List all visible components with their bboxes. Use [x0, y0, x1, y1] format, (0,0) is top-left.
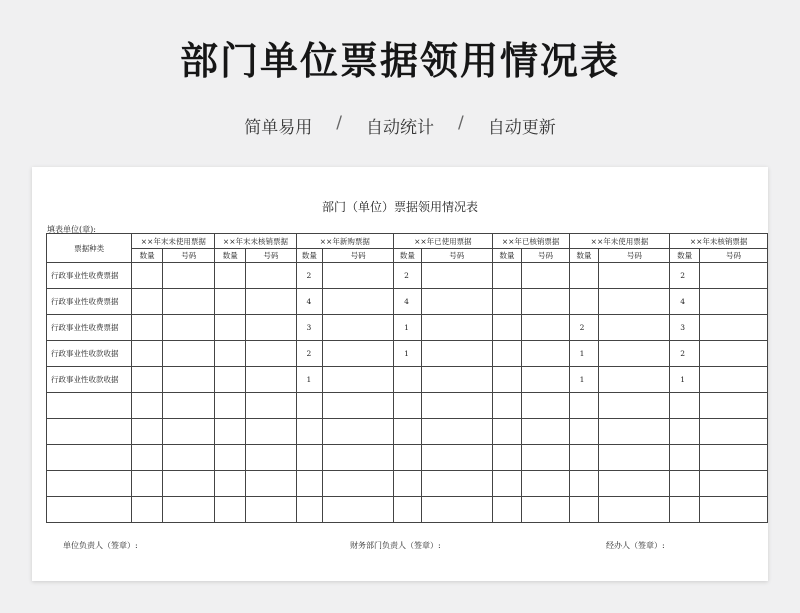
sub-header-row: [47, 249, 768, 263]
number-cell: [599, 445, 670, 471]
number-cell: [599, 341, 670, 367]
number-cell: [522, 341, 569, 367]
number-cell: [700, 315, 768, 341]
qty-cell: [296, 445, 323, 471]
number-cell: [246, 445, 296, 471]
qty-cell: 2: [394, 263, 422, 289]
number-cell: [163, 445, 215, 471]
qty-cell: [492, 419, 522, 445]
qty-cell: [296, 471, 323, 497]
qty-cell: 4: [394, 289, 422, 315]
qty-header: 数量: [215, 249, 246, 263]
qty-cell: [394, 419, 422, 445]
number-cell: [323, 263, 394, 289]
qty-cell: [569, 263, 599, 289]
unit-head-signature: 单位负责人（签章）:: [63, 541, 138, 550]
qty-cell: [492, 263, 522, 289]
number-cell: [522, 367, 569, 393]
ticket-type-cell: [47, 445, 132, 471]
number-header: 号码: [421, 249, 492, 263]
number-cell: [323, 367, 394, 393]
number-cell: [421, 419, 492, 445]
number-cell: [421, 341, 492, 367]
qty-cell: [670, 497, 700, 523]
number-cell: [163, 471, 215, 497]
tagline: [0, 113, 800, 138]
qty-cell: [492, 471, 522, 497]
number-cell: [700, 445, 768, 471]
table-row: [47, 315, 768, 341]
table-row: [47, 419, 768, 445]
number-cell: [700, 341, 768, 367]
qty-cell: [215, 445, 246, 471]
number-cell: [421, 471, 492, 497]
qty-cell: [132, 471, 163, 497]
number-cell: [522, 289, 569, 315]
qty-cell: [492, 367, 522, 393]
qty-cell: [215, 471, 246, 497]
tagline-item-auto-stat: 自动统计: [366, 118, 434, 138]
number-cell: [246, 393, 296, 419]
qty-cell: [492, 393, 522, 419]
number-cell: [246, 263, 296, 289]
qty-cell: [394, 393, 422, 419]
qty-cell: [215, 315, 246, 341]
ticket-type-cell: 行政事业性收费票据: [47, 263, 132, 289]
qty-cell: 1: [394, 315, 422, 341]
qty-cell: [132, 393, 163, 419]
number-cell: [421, 289, 492, 315]
handler-signature: 经办人（签章）:: [606, 541, 665, 550]
group-header: ××年未核销票据: [670, 234, 768, 249]
number-header: 号码: [700, 249, 768, 263]
number-header: 号码: [163, 249, 215, 263]
qty-cell: [394, 445, 422, 471]
qty-cell: 2: [670, 263, 700, 289]
spreadsheet-preview: [32, 167, 768, 581]
qty-cell: [670, 445, 700, 471]
ticket-type-cell: 行政事业性收款收据: [47, 367, 132, 393]
number-cell: [700, 419, 768, 445]
qty-cell: [132, 341, 163, 367]
qty-cell: 1: [394, 341, 422, 367]
fill-unit-label: 填表单位(章):: [47, 225, 96, 234]
qty-header: 数量: [296, 249, 323, 263]
table-row: [47, 341, 768, 367]
number-cell: [700, 471, 768, 497]
qty-cell: 1: [569, 341, 599, 367]
tagline-item-easy: 简单易用: [244, 118, 313, 138]
number-cell: [246, 341, 296, 367]
qty-cell: [394, 497, 422, 523]
number-cell: [163, 289, 215, 315]
qty-cell: 4: [670, 289, 700, 315]
group-header: ××年已使用票据: [394, 234, 493, 249]
qty-cell: [132, 497, 163, 523]
number-cell: [522, 445, 569, 471]
qty-cell: [569, 497, 599, 523]
qty-cell: [569, 289, 599, 315]
number-header: 号码: [323, 249, 394, 263]
qty-cell: [132, 289, 163, 315]
qty-cell: [296, 419, 323, 445]
number-cell: [522, 315, 569, 341]
qty-cell: [492, 315, 522, 341]
qty-cell: 2: [296, 341, 323, 367]
group-header: ××年末未核销票据: [215, 234, 296, 249]
number-cell: [163, 263, 215, 289]
number-cell: [246, 419, 296, 445]
number-cell: [522, 497, 569, 523]
qty-cell: [670, 419, 700, 445]
qty-cell: 2: [569, 315, 599, 341]
number-cell: [599, 393, 670, 419]
qty-cell: 3: [670, 315, 700, 341]
ticket-type-cell: [47, 393, 132, 419]
qty-cell: [670, 471, 700, 497]
qty-cell: [132, 419, 163, 445]
number-cell: [323, 315, 394, 341]
number-cell: [522, 471, 569, 497]
qty-cell: 3: [296, 315, 323, 341]
ticket-type-cell: 行政事业性收费票据: [47, 289, 132, 315]
number-cell: [522, 393, 569, 419]
number-cell: [323, 393, 394, 419]
tagline-item-auto-update: 自动更新: [487, 118, 556, 138]
number-cell: [599, 289, 670, 315]
qty-cell: 4: [296, 289, 323, 315]
number-cell: [163, 315, 215, 341]
number-cell: [421, 393, 492, 419]
table-row: [47, 471, 768, 497]
number-cell: [700, 367, 768, 393]
ticket-type-cell: 行政事业性收款收据: [47, 341, 132, 367]
qty-cell: [569, 445, 599, 471]
qty-cell: 1: [670, 367, 700, 393]
table-row: [47, 367, 768, 393]
number-cell: [700, 393, 768, 419]
qty-cell: [132, 445, 163, 471]
number-cell: [421, 367, 492, 393]
group-header-row: [47, 234, 768, 249]
qty-cell: [132, 263, 163, 289]
number-cell: [163, 393, 215, 419]
qty-cell: 1: [569, 367, 599, 393]
qty-cell: [215, 367, 246, 393]
qty-header: 数量: [394, 249, 422, 263]
number-cell: [700, 263, 768, 289]
number-cell: [163, 341, 215, 367]
number-cell: [323, 445, 394, 471]
number-cell: [599, 315, 670, 341]
qty-header: 数量: [670, 249, 700, 263]
qty-cell: 2: [670, 341, 700, 367]
number-cell: [421, 497, 492, 523]
number-cell: [421, 315, 492, 341]
qty-cell: [569, 393, 599, 419]
group-header: ××年未使用票据: [569, 234, 670, 249]
ticket-type-cell: [47, 471, 132, 497]
qty-cell: [569, 471, 599, 497]
tagline-separator: /: [336, 113, 342, 133]
number-cell: [599, 367, 670, 393]
qty-cell: [215, 497, 246, 523]
qty-cell: [670, 393, 700, 419]
number-cell: [522, 263, 569, 289]
qty-cell: [492, 341, 522, 367]
number-cell: [246, 315, 296, 341]
qty-cell: 2: [296, 263, 323, 289]
number-cell: [246, 471, 296, 497]
table-row: [47, 289, 768, 315]
number-cell: [246, 367, 296, 393]
qty-cell: [394, 471, 422, 497]
qty-cell: [569, 419, 599, 445]
qty-cell: [215, 341, 246, 367]
page-title: 部门单位票据领用情况表: [179, 39, 620, 83]
qty-cell: [132, 315, 163, 341]
qty-header: 数量: [492, 249, 522, 263]
number-cell: [599, 497, 670, 523]
number-header: 号码: [599, 249, 670, 263]
ticket-usage-table: [46, 233, 768, 523]
qty-cell: [394, 367, 422, 393]
table-row: [47, 393, 768, 419]
qty-cell: [215, 263, 246, 289]
number-cell: [163, 419, 215, 445]
number-header: 号码: [522, 249, 569, 263]
group-header: ××年末未使用票据: [132, 234, 215, 249]
type-header: 票据种类: [47, 234, 132, 263]
number-cell: [163, 367, 215, 393]
number-cell: [323, 341, 394, 367]
number-cell: [522, 419, 569, 445]
number-cell: [323, 419, 394, 445]
qty-cell: [296, 497, 323, 523]
number-cell: [323, 497, 394, 523]
number-cell: [700, 289, 768, 315]
number-cell: [599, 419, 670, 445]
qty-cell: [215, 393, 246, 419]
table-row: [47, 263, 768, 289]
qty-cell: [492, 289, 522, 315]
tagline-separator: /: [458, 113, 464, 133]
qty-cell: [492, 497, 522, 523]
qty-cell: [132, 367, 163, 393]
table-row: [47, 497, 768, 523]
qty-cell: 1: [296, 367, 323, 393]
number-cell: [246, 289, 296, 315]
number-cell: [599, 263, 670, 289]
number-header: 号码: [246, 249, 296, 263]
number-cell: [163, 497, 215, 523]
sheet-title: 部门（单位）票据领用情况表: [321, 200, 478, 214]
qty-cell: [296, 393, 323, 419]
group-header: ××年已核销票据: [492, 234, 569, 249]
number-cell: [323, 471, 394, 497]
number-cell: [421, 445, 492, 471]
ticket-type-cell: [47, 419, 132, 445]
number-cell: [700, 497, 768, 523]
table-row: [47, 445, 768, 471]
ticket-type-cell: [47, 497, 132, 523]
number-cell: [599, 471, 670, 497]
group-header: ××年新购票据: [296, 234, 394, 249]
finance-head-signature: 财务部门负责人（签章）:: [350, 541, 441, 550]
qty-header: 数量: [132, 249, 163, 263]
ticket-type-cell: 行政事业性收费票据: [47, 315, 132, 341]
number-cell: [323, 289, 394, 315]
number-cell: [246, 497, 296, 523]
qty-cell: [215, 419, 246, 445]
qty-header: 数量: [569, 249, 599, 263]
number-cell: [421, 263, 492, 289]
qty-cell: [215, 289, 246, 315]
qty-cell: [492, 445, 522, 471]
